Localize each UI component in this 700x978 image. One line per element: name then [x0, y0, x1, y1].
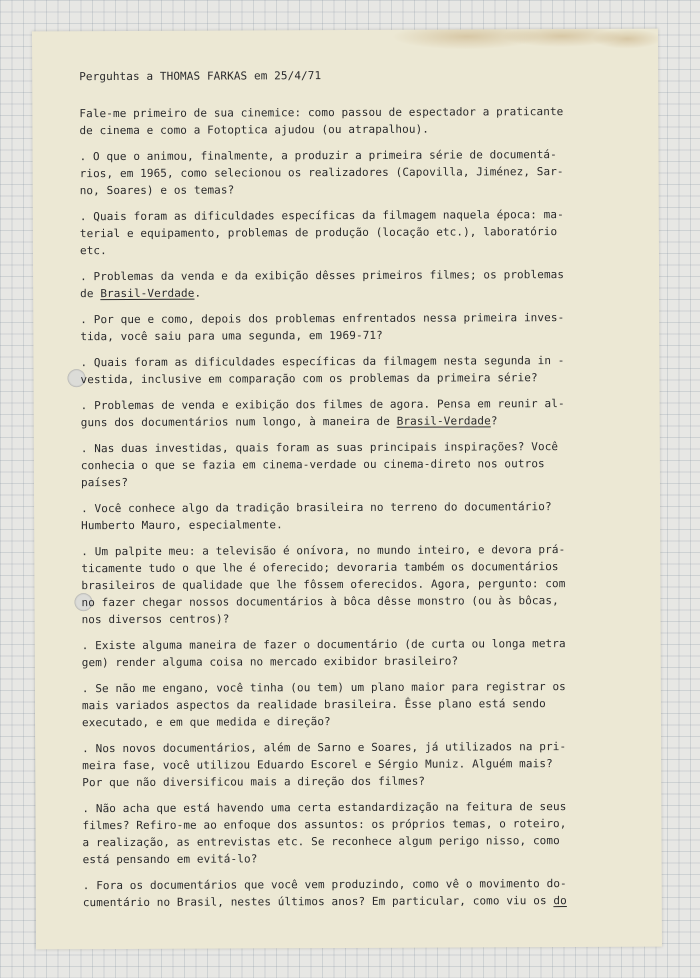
- text-line: [80, 326, 651, 345]
- text-segment: executado, e em que medida e direção?: [81, 715, 331, 730]
- text-line: [81, 472, 652, 491]
- text-line: [80, 369, 651, 388]
- text-line: [80, 240, 651, 259]
- text-segment: . Fora os documentários que você vem produzindo, como vê o movimento do-: [82, 877, 567, 893]
- text-segment: . Quais foram as dificuldades específicas da filmagem nesta segunda in -: [80, 354, 565, 370]
- question-paragraph: [80, 352, 651, 388]
- text-segment: no fazer chegar nossos documentários à bôca dêsse monstro (ou às bôcas,: [81, 594, 559, 610]
- text-segment: . Problemas de venda e exibição dos filmes de agora. Pensa em reunir al-: [80, 397, 565, 413]
- text-line: [80, 180, 651, 199]
- text-segment: . Um palpite meu: a televisão é onívora, no mundo inteiro, e devora prá-: [81, 543, 566, 559]
- paper-stain: [592, 29, 662, 49]
- text-segment: . Problemas da venda e da exibição dêsses primeiros filmes; os problemas: [80, 268, 565, 284]
- text-segment: . Você conhece algo da tradição brasileira no terreno do documentário?: [81, 500, 552, 516]
- text-segment: gem) render alguma coisa no mercado exibidor brasileiro?: [81, 654, 459, 670]
- text-line: [82, 652, 653, 671]
- text-segment: . Nas duas investidas, quais foram as suas principais inspirações? Você: [80, 440, 559, 456]
- text-segment: no, Soares) e os temas?: [79, 183, 235, 198]
- question-paragraph: [82, 738, 653, 791]
- question-paragraph: [81, 438, 652, 491]
- question-paragraph: [80, 266, 651, 302]
- text-segment: . Se não me engano, você tinha (ou tem) um plano maior para registrar os: [81, 680, 566, 696]
- text-segment: ?: [490, 414, 498, 428]
- text-segment: etc.: [79, 244, 107, 258]
- document-title: Perguhtas a THOMAS FARKAS em 25/4/71: [79, 69, 322, 84]
- question-paragraph: [81, 498, 652, 534]
- text-segment: está pensando em evitá-lo?: [82, 852, 258, 867]
- text-line: [81, 515, 652, 534]
- text-segment: brasileiros de qualidade que lhe fôssem oferecidos. Agora, pergunto: com: [81, 577, 566, 593]
- text-line: [80, 283, 651, 302]
- text-line: [82, 772, 653, 791]
- text-line: [83, 849, 654, 868]
- underlined-text: Brasil-Verdade: [100, 286, 195, 301]
- underlined-text: do: [553, 894, 567, 908]
- text-line: [82, 712, 653, 731]
- question-paragraph: [80, 206, 651, 259]
- question-paragraph: [80, 309, 651, 345]
- text-segment: de: [80, 287, 101, 301]
- text-segment: tida, você saiu para uma segunda, em 1969-71?: [80, 328, 383, 344]
- question-paragraph: [81, 541, 652, 628]
- document-body: [79, 66, 654, 920]
- question-paragraph: [82, 635, 653, 671]
- text-segment: meira fase, você utilizou Eduardo Escorel e Sérgio Muniz. Alguém mais?: [82, 757, 553, 773]
- question-paragraph: [82, 678, 653, 731]
- question-paragraph: [79, 103, 650, 139]
- text-segment: ticamente tudo o que lhe é oferecido; devoraria também os documentários: [81, 560, 559, 576]
- text-segment: de cinema e como a Fotoptica ajudou (ou atrapalhou).: [79, 122, 430, 138]
- question-paragraph: [80, 146, 651, 199]
- underlined-text: Brasil-Verdade: [396, 414, 491, 428]
- text-segment: . Nos novos documentários, além de Sarno e Soares, já utilizados na pri-: [82, 740, 567, 756]
- text-segment: rios, em 1965, como selecionou os realizadores (Capovilla, Jiménez, Sar-: [79, 165, 564, 181]
- text-segment: filmes? Refiro-me ao enfoque dos assuntos: os próprios temas, o roteiro,: [82, 817, 567, 833]
- text-segment: . Por que e como, depois dos problemas enfrentados nessa primeira inves-: [80, 311, 565, 327]
- text-segment: vestida, inclusive em comparação com os problemas da primeira série?: [80, 371, 538, 387]
- text-segment: Fale-me primeiro de sua cinemice: como passou de espectador a praticante: [79, 105, 564, 121]
- text-line: [79, 120, 650, 139]
- text-line: [81, 412, 652, 431]
- text-segment: países?: [80, 475, 129, 490]
- text-line: [82, 609, 653, 628]
- question-paragraph: [82, 798, 653, 868]
- text-segment: terial e equipamento, problemas de produção (locação etc.), laboratório: [79, 225, 558, 241]
- text-segment: . Existe alguma maneira de fazer o documentário (de curta ou longa metra: [81, 637, 566, 653]
- text-segment: Humberto Mauro, especialmente.: [81, 518, 283, 533]
- text-segment: . Quais foram as dificuldades específicas da filmagem naquela época: ma-: [79, 208, 564, 224]
- text-line: [83, 892, 654, 911]
- text-segment: mais variados aspectos da realidade brasileira. Êsse plano está sendo: [81, 697, 546, 713]
- text-segment: cumentário no Brasil, nestes últimos anos? Em particular, como viu os: [82, 894, 554, 910]
- question-paragraph: [81, 395, 652, 431]
- text-segment: a realização, as entrevistas etc. Se reconhece algum perigo nisso, como: [82, 834, 560, 850]
- question-paragraph: [83, 875, 654, 911]
- text-segment: . Não acha que está havendo uma certa estandardização na feitura de seus: [82, 800, 567, 816]
- text-segment: nos diversos centros)?: [81, 612, 230, 627]
- text-segment: conhecia o que se fazia em cinema-verdade ou cinema-direto nos outros: [80, 457, 545, 473]
- text-segment: . O que o animou, finalmente, a produzir a primeira série de documentá-: [79, 148, 557, 164]
- text-segment: .: [194, 286, 202, 300]
- text-segment: guns dos documentários num longo, à maneira de: [80, 414, 397, 430]
- typewritten-page: [32, 29, 662, 950]
- text-segment: Por que não diversificou mais a direção dos filmes?: [82, 774, 426, 790]
